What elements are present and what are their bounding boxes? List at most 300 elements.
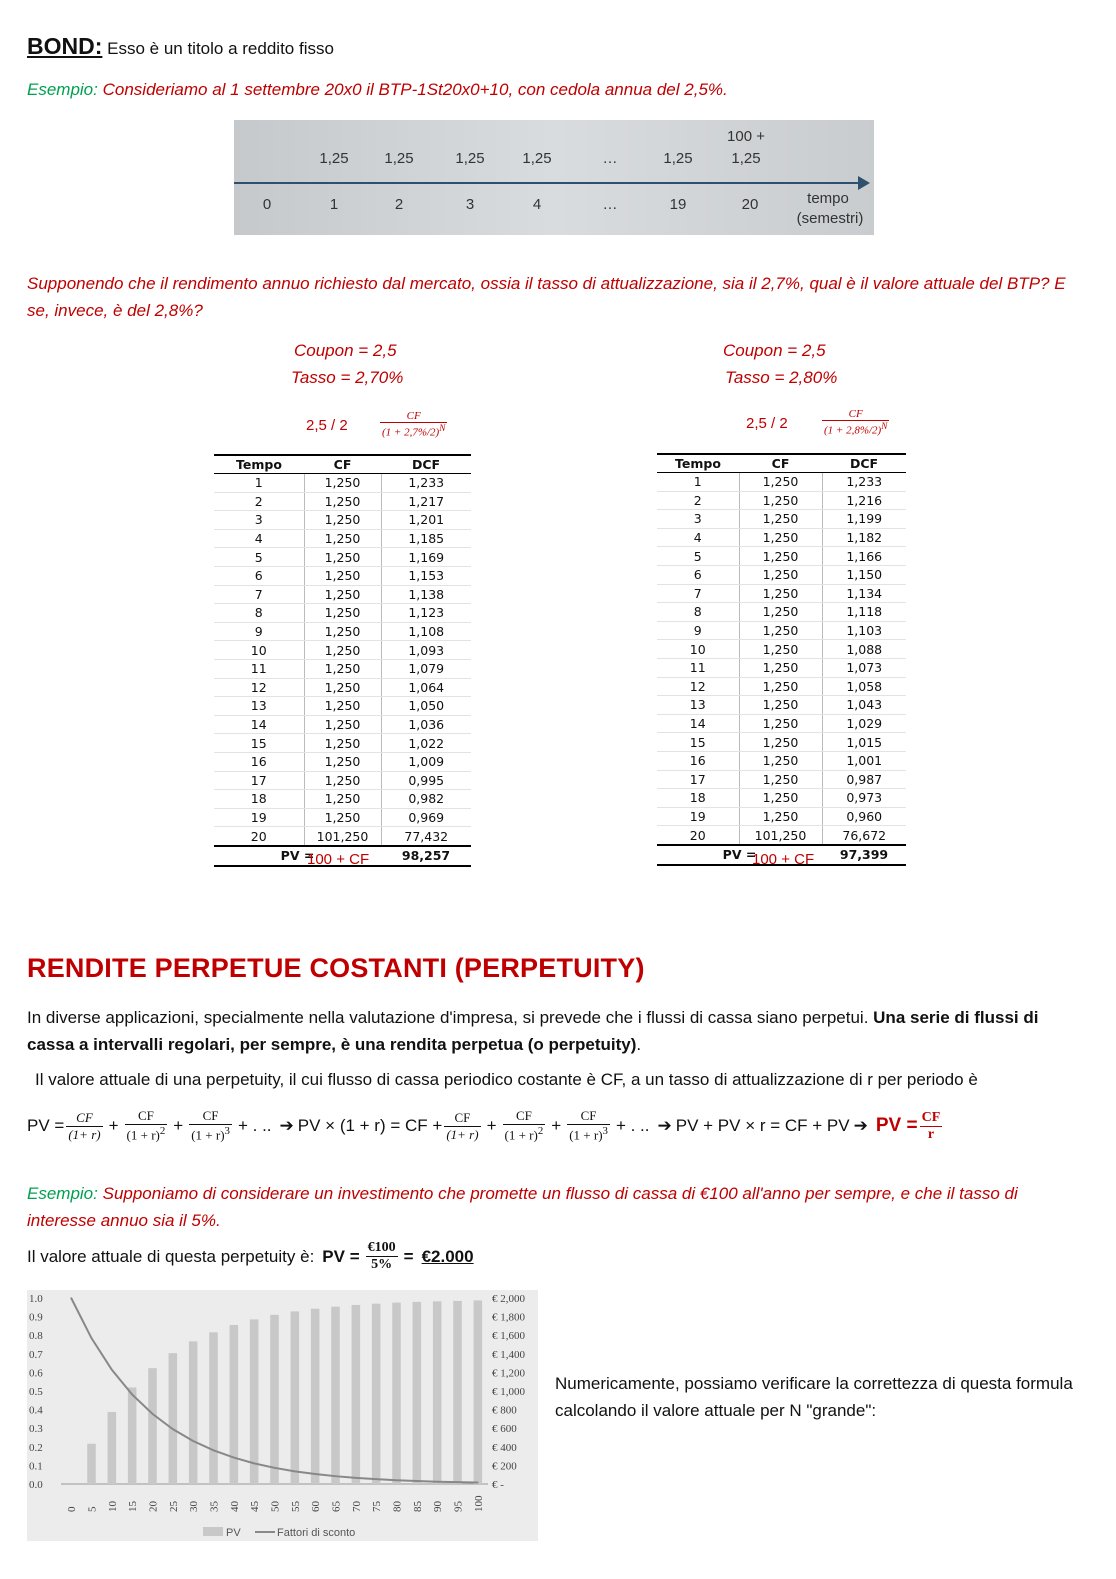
- arrow-right-icon: ➔: [657, 1116, 672, 1135]
- timeline-period: 2: [394, 196, 404, 213]
- dcf-cell: 1,050: [381, 697, 471, 716]
- cf-cell: 1,250: [739, 584, 822, 603]
- formula-num: CF: [567, 1108, 610, 1125]
- formula-plus: +: [551, 1116, 562, 1135]
- cf-cell: 1,250: [739, 751, 822, 770]
- cf-cell: 1,250: [739, 491, 822, 510]
- dcf-cell: 1,233: [822, 473, 906, 492]
- col-header: Tempo: [657, 454, 739, 473]
- period-cell: 1: [657, 473, 739, 492]
- timeline-cf: …: [602, 150, 618, 167]
- perpetuity-definition: Il valore attuale di una perpetuity, il cui flusso di cassa periodico costante è CF, a un tasso di attualizzazione di r per periodo è: [35, 1070, 978, 1089]
- period-cell: 4: [214, 529, 304, 548]
- formula-dots: + . ..: [237, 1116, 272, 1135]
- timeline-period: 0: [262, 196, 272, 213]
- case-b-rate: Tasso = 2,80%: [725, 368, 838, 387]
- pv-bar: [270, 1315, 279, 1484]
- x-tick-label: 35: [208, 1501, 221, 1512]
- period-cell: 5: [657, 547, 739, 566]
- timeline-period: 20: [741, 196, 759, 213]
- dcf-cell: 1,036: [381, 715, 471, 734]
- cf-cell: 1,250: [304, 771, 381, 790]
- right-tick-label: € 1,800: [492, 1311, 525, 1324]
- discount-factor-point: [192, 1440, 194, 1442]
- period-cell: 16: [214, 752, 304, 771]
- period-cell: 8: [657, 603, 739, 622]
- discount-factor-point: [233, 1457, 235, 1459]
- dcf-cell: 1,103: [822, 621, 906, 640]
- pv-den: 5%: [371, 1257, 393, 1272]
- pv-equals: =: [403, 1246, 414, 1266]
- period-cell: 14: [214, 715, 304, 734]
- right-tick-label: € 1,200: [492, 1367, 525, 1380]
- discount-factor-point: [436, 1481, 438, 1483]
- timeline-period: 19: [669, 196, 687, 213]
- right-tick-label: € 800: [492, 1404, 517, 1417]
- perpetuity-paragraph: [27, 1004, 1087, 1058]
- discount-factor-point: [213, 1450, 215, 1452]
- cashflow-timeline: [234, 120, 874, 235]
- pv-bar: [413, 1302, 422, 1484]
- legend-pv-label: PV: [226, 1527, 241, 1539]
- table-row: [657, 677, 906, 696]
- cf-cell: 1,250: [739, 510, 822, 529]
- timeline-axis-label: tempo: [807, 190, 849, 207]
- formula-exp: 2: [159, 1125, 166, 1138]
- period-cell: 1: [214, 474, 304, 493]
- period-cell: 15: [657, 733, 739, 752]
- pv-label-cell: PV =: [214, 846, 381, 866]
- timeline-arrow-icon: [858, 176, 870, 190]
- timeline-cf: 1,25: [663, 150, 693, 167]
- pv-bar: [311, 1309, 320, 1484]
- case-b-coupon: Coupon = 2,5: [723, 341, 826, 360]
- pv-bar: [392, 1303, 401, 1484]
- x-tick-label: 10: [106, 1501, 119, 1512]
- cf-cell: 1,250: [304, 492, 381, 511]
- case-a-formula-den: (1 + 2,7%/2): [382, 426, 440, 439]
- formula-result-frac: [920, 1110, 943, 1143]
- pv-label: PV =: [322, 1246, 360, 1266]
- dcf-cell: 0,960: [822, 807, 906, 826]
- table-row: [214, 529, 471, 548]
- pv-bar: [87, 1444, 96, 1484]
- formula-den: (1+ r): [446, 1126, 479, 1142]
- period-cell: 10: [657, 640, 739, 659]
- table-row: [657, 621, 906, 640]
- pv-bar: [433, 1301, 442, 1484]
- table-row: [214, 808, 471, 827]
- table-row: [657, 640, 906, 659]
- table-row: [657, 528, 906, 547]
- dcf-cell: 1,150: [822, 565, 906, 584]
- period-cell: 11: [214, 659, 304, 678]
- dcf-cell: 1,073: [822, 658, 906, 677]
- dcf-cell: 1,169: [381, 548, 471, 567]
- pv-lead: Il valore attuale di questa perpetuity è:: [27, 1246, 315, 1266]
- period-cell: 11: [657, 658, 739, 677]
- cf-cell: 1,250: [739, 696, 822, 715]
- x-tick-label: 100: [472, 1495, 485, 1512]
- formula-den: (1 + r): [191, 1127, 225, 1143]
- formula-right: PV + PV × r = CF + PV: [675, 1116, 850, 1135]
- period-cell: 6: [657, 565, 739, 584]
- dcf-cell: 1,108: [381, 622, 471, 641]
- discount-factor-point: [253, 1463, 255, 1465]
- table-row: [214, 641, 471, 660]
- table-row: [214, 790, 471, 809]
- case-b-discount-formula: [822, 408, 889, 437]
- question-text: Supponendo che il rendimento annuo richiesto dal mercato, ossia il tasso di attualizzazione, sia il 2,7%, qual è il valore attuale del BTP? E se, invece, è del 2,8%?: [27, 274, 1066, 320]
- dcf-cell: 1,093: [381, 641, 471, 660]
- formula-exp: 2: [537, 1125, 544, 1138]
- pv-bar: [128, 1387, 137, 1484]
- x-tick-label: 75: [371, 1501, 384, 1512]
- table-row: [214, 678, 471, 697]
- formula-num: CF: [503, 1108, 546, 1125]
- table-row: [657, 491, 906, 510]
- period-cell: 12: [657, 677, 739, 696]
- formula-plus: +: [486, 1116, 497, 1135]
- table-row: [214, 734, 471, 753]
- cf-cell: 1,250: [739, 789, 822, 808]
- case-b-formula-exp: N: [881, 421, 888, 431]
- cf-cell: 1,250: [304, 511, 381, 530]
- legend-df-label: Fattori di sconto: [277, 1527, 356, 1539]
- example-1-label: Esempio:: [27, 80, 98, 99]
- formula-term-1: [66, 1110, 102, 1143]
- dcf-cell: 1,182: [822, 528, 906, 547]
- table-row: [657, 658, 906, 677]
- discount-factor-point: [70, 1297, 72, 1299]
- left-tick-label: 0.3: [29, 1423, 43, 1436]
- period-cell: 13: [214, 697, 304, 716]
- col-header: DCF: [381, 455, 471, 474]
- dcf-cell: 1,216: [822, 491, 906, 510]
- left-tick-label: 0.1: [29, 1460, 43, 1473]
- discount-factor-point: [91, 1337, 93, 1339]
- discount-factor-point: [294, 1471, 296, 1473]
- period-cell: 2: [657, 491, 739, 510]
- table-row: [214, 585, 471, 604]
- cf-cell: 1,250: [304, 641, 381, 660]
- cf-cell: 1,250: [739, 473, 822, 492]
- period-cell: 13: [657, 696, 739, 715]
- period-cell: 8: [214, 604, 304, 623]
- pv-bar: [372, 1304, 381, 1484]
- case-a-coupon: Coupon = 2,5: [294, 341, 397, 360]
- formula-plus: +: [108, 1116, 119, 1135]
- table-row: [214, 697, 471, 716]
- table-row: [214, 604, 471, 623]
- cf-cell: 1,250: [304, 790, 381, 809]
- col-header: Tempo: [214, 455, 304, 474]
- period-cell: 2: [214, 492, 304, 511]
- cf-cell: 1,250: [304, 548, 381, 567]
- dcf-table-b: [657, 453, 906, 866]
- pv-result: [27, 1240, 474, 1273]
- cf-cell: 1,250: [739, 714, 822, 733]
- arrow-right-icon: ➔: [853, 1116, 868, 1135]
- case-a-formula-num: CF: [380, 410, 447, 423]
- timeline-cf: 1,25: [731, 150, 761, 167]
- cf-cell: 1,250: [739, 807, 822, 826]
- discount-factor-point: [111, 1369, 113, 1371]
- period-cell: 14: [657, 714, 739, 733]
- x-tick-label: 45: [249, 1501, 262, 1512]
- dcf-cell: 0,969: [381, 808, 471, 827]
- pv-num: €100: [367, 1240, 396, 1255]
- table-row: [657, 770, 906, 789]
- left-tick-label: 0.6: [29, 1367, 43, 1380]
- timeline-cf: 1,25: [455, 150, 485, 167]
- legend-pv-swatch: [203, 1527, 223, 1536]
- dcf-cell: 1,217: [381, 492, 471, 511]
- formula-den: (1 + r): [504, 1127, 538, 1143]
- x-tick-label: 25: [167, 1501, 180, 1512]
- cf-cell: 1,250: [739, 770, 822, 789]
- right-tick-label: € 1,400: [492, 1348, 525, 1361]
- formula-exp: 3: [602, 1125, 608, 1138]
- x-tick-label: 60: [310, 1501, 323, 1512]
- discount-factor-point: [172, 1428, 174, 1430]
- cf-cell: 101,250: [304, 827, 381, 846]
- dcf-table-a: [214, 454, 471, 867]
- table-row: [214, 492, 471, 511]
- formula-num: CF: [125, 1108, 168, 1125]
- example-2-text: Supponiamo di considerare un investimento che promette un flusso di cassa di €100 all'anno per sempre, e che il tasso di interesse annuo sia il 5%.: [27, 1184, 1018, 1230]
- dcf-cell: 0,973: [822, 789, 906, 808]
- pv-bar: [331, 1307, 340, 1484]
- left-tick-label: 0.8: [29, 1330, 43, 1343]
- discount-factor-point: [131, 1394, 133, 1396]
- pv-bar: [169, 1353, 178, 1484]
- perpetuity-formula: [27, 1102, 1107, 1150]
- table-row: [657, 733, 906, 752]
- dcf-cell: 1,118: [822, 603, 906, 622]
- col-header: CF: [739, 454, 822, 473]
- case-a-half-coupon: 2,5 / 2: [306, 417, 348, 434]
- table-row: [214, 511, 471, 530]
- case-b-footer: 100 + CF: [752, 851, 815, 868]
- period-cell: 10: [214, 641, 304, 660]
- example-1: [27, 80, 728, 100]
- table-row: [657, 603, 906, 622]
- timeline-axis-unit: (semestri): [796, 210, 864, 227]
- cf-cell: 1,250: [304, 585, 381, 604]
- formula-num: CF: [921, 1109, 941, 1125]
- cf-cell: 101,250: [739, 826, 822, 845]
- formula-mid: PV × (1 + r) = CF +: [297, 1116, 443, 1135]
- bond-heading: [27, 33, 334, 60]
- pv-bar: [209, 1332, 218, 1484]
- case-a-discount-formula: [380, 410, 447, 439]
- left-tick-label: 1.0: [29, 1293, 43, 1305]
- right-tick-label: € 1,600: [492, 1330, 525, 1343]
- perpetuity-para-end: .: [636, 1035, 642, 1054]
- formula-term-5: [503, 1108, 546, 1143]
- table-row: [214, 771, 471, 790]
- formula-term-6: [567, 1108, 610, 1143]
- table-row: [657, 807, 906, 826]
- dcf-cell: 1,088: [822, 640, 906, 659]
- bond-description: Esso è un titolo a reddito fisso: [107, 39, 334, 58]
- x-tick-label: 80: [391, 1501, 404, 1512]
- discount-factor-point: [335, 1475, 337, 1477]
- pv-value-cell: 98,257: [381, 846, 471, 866]
- x-tick-label: 50: [269, 1501, 282, 1512]
- period-cell: 4: [657, 528, 739, 547]
- x-tick-label: 40: [228, 1501, 241, 1512]
- formula-plus: +: [173, 1116, 184, 1135]
- pv-bar: [230, 1325, 239, 1484]
- discount-factor-point: [477, 1482, 479, 1484]
- period-cell: 7: [214, 585, 304, 604]
- period-cell: 9: [657, 621, 739, 640]
- formula-den: (1 + r): [569, 1127, 603, 1143]
- example-2: [27, 1180, 1087, 1234]
- right-tick-label: € 2,000: [492, 1293, 525, 1305]
- dcf-cell: 1,153: [381, 566, 471, 585]
- table-row: [657, 696, 906, 715]
- left-tick-label: 0.0: [29, 1479, 43, 1491]
- right-tick-label: € 1,000: [492, 1386, 525, 1398]
- x-tick-label: 15: [127, 1501, 140, 1512]
- timeline-cf: 1,25: [522, 150, 552, 167]
- pv-bar: [250, 1319, 259, 1484]
- dcf-cell: 1,199: [822, 510, 906, 529]
- table-row: [214, 566, 471, 585]
- table-row: [214, 827, 471, 846]
- period-cell: 17: [214, 771, 304, 790]
- case-b-formula-num: CF: [822, 408, 889, 421]
- col-header: CF: [304, 455, 381, 474]
- dcf-cell: 1,058: [822, 677, 906, 696]
- pv-label-cell: PV =: [657, 845, 822, 865]
- timeline-axis: [234, 182, 862, 184]
- x-tick-label: 90: [432, 1501, 445, 1512]
- formula-num: CF: [66, 1110, 102, 1127]
- right-tick-label: € 200: [492, 1460, 517, 1473]
- dcf-cell: 1,166: [822, 547, 906, 566]
- cf-cell: 1,250: [304, 697, 381, 716]
- dcf-cell: 1,015: [822, 733, 906, 752]
- period-cell: 3: [657, 510, 739, 529]
- formula-dots: + . ..: [615, 1116, 650, 1135]
- x-tick-label: 55: [289, 1501, 302, 1512]
- x-tick-label: 65: [330, 1501, 343, 1512]
- cf-cell: 1,250: [739, 547, 822, 566]
- cf-cell: 1,250: [304, 622, 381, 641]
- table-row: [657, 565, 906, 584]
- formula-num: CF: [444, 1110, 480, 1127]
- case-b-formula-den: (1 + 2,8%/2): [824, 424, 882, 437]
- period-cell: 19: [214, 808, 304, 827]
- x-tick-label: 20: [147, 1501, 160, 1512]
- table-row: [657, 714, 906, 733]
- cf-cell: 1,250: [304, 659, 381, 678]
- arrow-right-icon: ➔: [279, 1116, 294, 1135]
- dcf-cell: 1,201: [381, 511, 471, 530]
- period-cell: 6: [214, 566, 304, 585]
- period-cell: 16: [657, 751, 739, 770]
- timeline-cf: 1,25: [384, 150, 414, 167]
- formula-term-2: [125, 1108, 168, 1143]
- left-tick-label: 0.4: [29, 1404, 43, 1417]
- cf-cell: 1,250: [304, 529, 381, 548]
- perpetuity-para-text: In diverse applicazioni, specialmente nella valutazione d'impresa, si prevede che i flussi di cassa siano perpetui.: [27, 1008, 874, 1027]
- dcf-cell: 77,432: [381, 827, 471, 846]
- discount-factor-point: [375, 1478, 377, 1480]
- dcf-cell: 1,022: [381, 734, 471, 753]
- period-cell: 20: [657, 826, 739, 845]
- dcf-cell: 1,138: [381, 585, 471, 604]
- timeline-period: 1: [329, 196, 339, 213]
- table-row: [214, 548, 471, 567]
- formula-pv: PV =: [27, 1116, 65, 1135]
- left-tick-label: 0.9: [29, 1311, 43, 1324]
- dcf-cell: 1,123: [381, 604, 471, 623]
- cf-cell: 1,250: [304, 678, 381, 697]
- period-cell: 5: [214, 548, 304, 567]
- pv-bar: [148, 1368, 157, 1484]
- table-row: [657, 751, 906, 770]
- left-tick-label: 0.2: [29, 1441, 43, 1454]
- formula-num: CF: [189, 1108, 232, 1125]
- table-row: [214, 474, 471, 493]
- case-a-footer: 100 + CF: [307, 851, 370, 868]
- formula-den: r: [927, 1126, 935, 1142]
- dcf-cell: 1,079: [381, 659, 471, 678]
- discount-factor-point: [274, 1467, 276, 1469]
- cf-cell: 1,250: [739, 565, 822, 584]
- pv-bar: [108, 1412, 117, 1484]
- timeline-cf: 1,25: [319, 150, 349, 167]
- period-cell: 18: [657, 789, 739, 808]
- cf-cell: 1,250: [304, 566, 381, 585]
- left-tick-label: 0.5: [29, 1386, 43, 1398]
- formula-den: (1+ r): [68, 1126, 101, 1142]
- discount-factor-point: [416, 1480, 418, 1482]
- pv-bar: [189, 1341, 198, 1484]
- perpetuity-chart: [27, 1290, 538, 1541]
- timeline-period: 4: [532, 196, 542, 213]
- pv-bar: [291, 1311, 300, 1484]
- cf-cell: 1,250: [739, 658, 822, 677]
- cf-cell: 1,250: [739, 733, 822, 752]
- case-a-rate: Tasso = 2,70%: [291, 368, 404, 387]
- formula-den: (1 + r): [126, 1127, 160, 1143]
- x-tick-label: 5: [86, 1506, 99, 1512]
- chart-svg: [27, 1290, 538, 1541]
- numerically-text: Numericamente, possiamo verificare la correttezza di questa formula calcolando il valore attuale per N "grande":: [555, 1374, 1073, 1420]
- cf-cell: 1,250: [739, 603, 822, 622]
- cf-cell: 1,250: [739, 677, 822, 696]
- bond-label: BOND:: [27, 33, 103, 59]
- cf-cell: 1,250: [304, 734, 381, 753]
- dcf-cell: 1,233: [381, 474, 471, 493]
- section-title: RENDITE PERPETUE COSTANTI (PERPETUITY): [27, 953, 645, 983]
- cf-cell: 1,250: [304, 808, 381, 827]
- cf-cell: 1,250: [739, 528, 822, 547]
- table-row: [657, 826, 906, 845]
- table-row: [657, 584, 906, 603]
- period-cell: 3: [214, 511, 304, 530]
- pv-fraction: [366, 1240, 398, 1273]
- case-a-formula-exp: N: [439, 423, 446, 433]
- period-cell: 17: [657, 770, 739, 789]
- discount-factor-point: [457, 1481, 459, 1483]
